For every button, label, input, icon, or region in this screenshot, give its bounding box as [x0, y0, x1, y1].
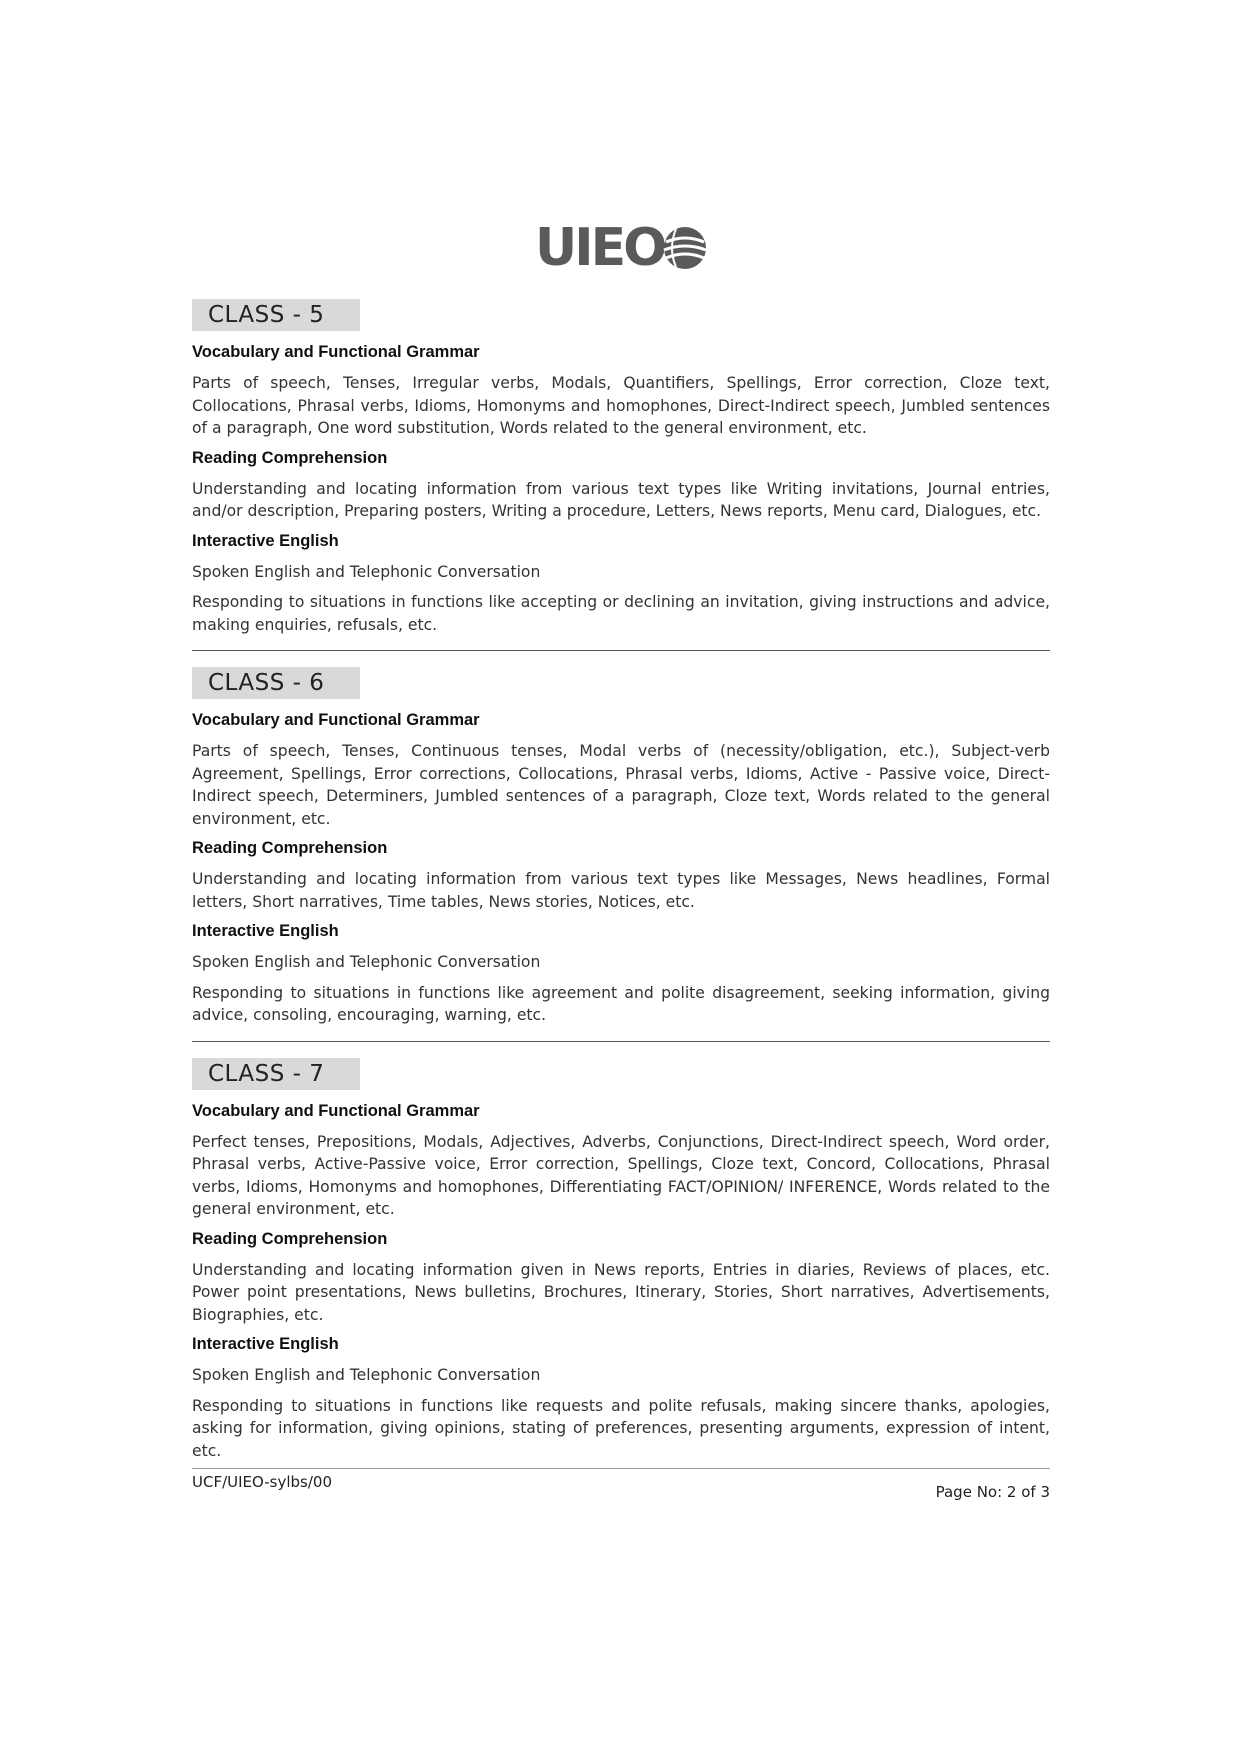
- class-5-section: [192, 299, 1050, 636]
- uieo-logo: [535, 218, 708, 278]
- responding-text: Responding to situations in functions like requests and polite refusals, making sincere thanks, apologies, asking for information, giving opinions, stating of preferences, presenting arguments, expression of intent, etc.: [192, 1396, 1050, 1460]
- vocabulary-text: Parts of speech, Tenses, Irregular verbs, Modals, Quantifiers, Spellings, Error correction, Cloze text, Collocations, Phrasal verbs, Idioms, Homonyms and homophones, Direct-Indirect speech, Jumbled sentences of a paragraph, One word substitution, Words related to the general environment, etc.: [192, 374, 1050, 437]
- section-divider: [192, 1041, 1050, 1042]
- globe-icon: [662, 225, 708, 271]
- syllabus-content: [192, 299, 1050, 1470]
- vocabulary-heading: Vocabulary and Functional Grammar: [192, 1101, 480, 1120]
- logo-text: UIEO: [535, 218, 665, 278]
- vocabulary-text: Parts of speech, Tenses, Continuous tenses, Modal verbs of (necessity/obligation, etc.), Subject-verb Agreement, Spellings, Error corrections, Collocations, Phrasal verbs, Idioms, Active - Passive voice, Direct-Indirect speech, Determiners, Jumbled sentences of a paragraph, Cloze text, Words related to the general environment, etc.: [192, 742, 1050, 828]
- spoken-text: Spoken English and Telephonic Conversation: [192, 953, 541, 971]
- spoken-text: Spoken English and Telephonic Conversation: [192, 562, 541, 581]
- section-divider: [192, 650, 1050, 651]
- vocabulary-heading: Vocabulary and Functional Grammar: [192, 711, 480, 729]
- document-code: UCF/UIEO-sylbs/00: [192, 1473, 332, 1491]
- vocabulary-text: Perfect tenses, Prepositions, Modals, Adjectives, Adverbs, Conjunctions, Direct-Indirect speech, Word order, Phrasal verbs, Active-Passive voice, Error correction, Spellings, Cloze text, Concord, Collocations, Phrasal verbs, Idioms, Homonyms and homophones, Differentiating FACT/OPINION/ INFERENCE, Words related to the general environment, etc.: [192, 1132, 1050, 1218]
- class-heading: CLASS - 6: [192, 667, 360, 699]
- reading-text: Understanding and locating information from various text types like Writing invitations, Journal entries, and/or description, Preparing posters, Writing a procedure, Letters, News reports, Menu card, Dialogues, etc.: [192, 479, 1050, 520]
- reading-heading: Reading Comprehension: [192, 839, 388, 857]
- spoken-text: Spoken English and Telephonic Conversation: [192, 1366, 541, 1384]
- page-footer: [192, 1468, 1050, 1501]
- interactive-heading: Interactive English: [192, 1335, 339, 1353]
- responding-text: Responding to situations in functions like agreement and polite disagreement, seeking information, giving advice, consoling, encouraging, warning, etc.: [192, 983, 1050, 1024]
- class-heading: CLASS - 7: [192, 1058, 360, 1090]
- reading-text: Understanding and locating information given in News reports, Entries in diaries, Reviews of places, etc. Power point presentations, News bulletins, Brochures, Itinerary, Stories, Short narratives, Advertisements, Biographies, etc.: [192, 1260, 1050, 1324]
- class-7-section: [192, 1058, 1050, 1463]
- interactive-heading: Interactive English: [192, 531, 339, 550]
- page-number: Page No: 2 of 3: [935, 1483, 1050, 1501]
- class-heading: CLASS - 5: [192, 299, 360, 331]
- reading-heading: Reading Comprehension: [192, 1229, 388, 1248]
- class-6-section: [192, 667, 1050, 1027]
- vocabulary-heading: Vocabulary and Functional Grammar: [192, 343, 480, 361]
- reading-text: Understanding and locating information from various text types like Messages, News headlines, Formal letters, Short narratives, Time tables, News stories, Notices, etc.: [192, 870, 1050, 911]
- reading-heading: Reading Comprehension: [192, 448, 388, 467]
- interactive-heading: Interactive English: [192, 922, 339, 940]
- responding-text: Responding to situations in functions like accepting or declining an invitation, giving instructions and advice, making enquiries, refusals, etc.: [192, 593, 1050, 634]
